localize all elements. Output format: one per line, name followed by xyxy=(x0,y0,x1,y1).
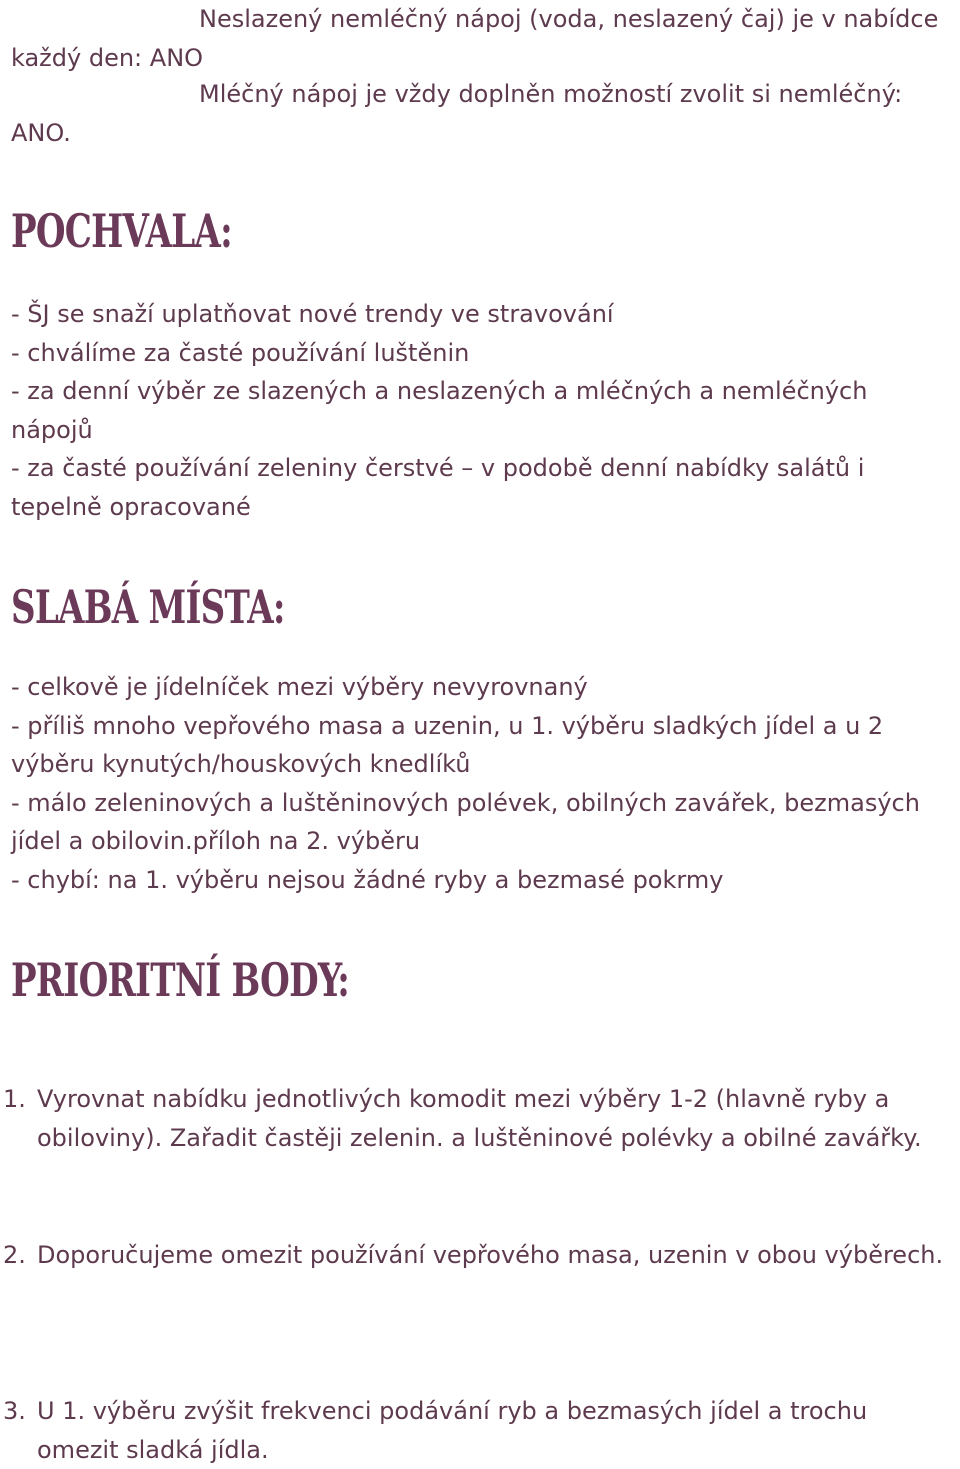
list-item: - chválíme za časté používání luštěnin xyxy=(11,338,470,367)
intro-paragraph-2: Mléčný nápoj je vždy doplněn možností zvolit si nemléčný: ANO. xyxy=(11,80,903,147)
priority-text: Vyrovnat nabídku jednotlivých komodit mezi výběry 1-2 (hlavně ryby a obiloviny). Zařadit častěji zelenin. a luštěninové polévky a obilné zavářky. xyxy=(37,1085,922,1152)
priority-item-2 xyxy=(3,1236,953,1275)
list-item: - celkově je jídelníček mezi výběry nevyrovnaný xyxy=(11,673,588,701)
pochvala-list xyxy=(11,295,956,526)
list-item: - ŠJ se snaží uplatňovat nové trendy ve stravování xyxy=(11,300,614,328)
section-heading-slaba-mista: SLABÁ MÍSTA: xyxy=(11,580,285,634)
priority-number: 2. xyxy=(3,1241,26,1269)
section-heading-pochvala: POCHVALA: xyxy=(11,204,232,258)
priority-number: 3. xyxy=(3,1397,26,1425)
priority-text: Doporučujeme omezit používání vepřového masa, uzenin v obou výběrech. xyxy=(37,1241,944,1269)
priority-number: 1. xyxy=(3,1085,26,1113)
list-item: - málo zeleninových a luštěninových polévek, obilných zavářek, bezmasých jídel a obilovin.příloh na 2. výběru xyxy=(11,788,920,855)
priority-item-1 xyxy=(3,1080,953,1157)
section-heading-prioritni-body: PRIORITNÍ BODY: xyxy=(11,953,350,1007)
slaba-mista-list xyxy=(11,668,956,899)
list-item: - za časté používání zeleniny čerstvé – v podobě denní nabídky salátů i tepelně opracované xyxy=(11,454,865,521)
priority-text: U 1. výběru zvýšit frekvenci podávání ryb a bezmasých jídel a trochu omezit sladká jídla. xyxy=(37,1397,868,1464)
list-item: - za denní výběr ze slazených a neslazených a mléčných a nemléčných nápojů xyxy=(11,377,868,444)
priority-item-3 xyxy=(3,1392,953,1469)
list-item: - příliš mnoho vepřového masa a uzenin, u 1. výběru sladkých jídel a u 2 výběru kynutých/houskových knedlíků xyxy=(11,711,884,778)
list-item: - chybí: na 1. výběru nejsou žádné ryby a bezmasé pokrmy xyxy=(11,865,724,894)
intro-paragraph-1: Neslazený nemléčný nápoj (voda, neslazený čaj) je v nabídce každý den: ANO xyxy=(11,5,939,72)
